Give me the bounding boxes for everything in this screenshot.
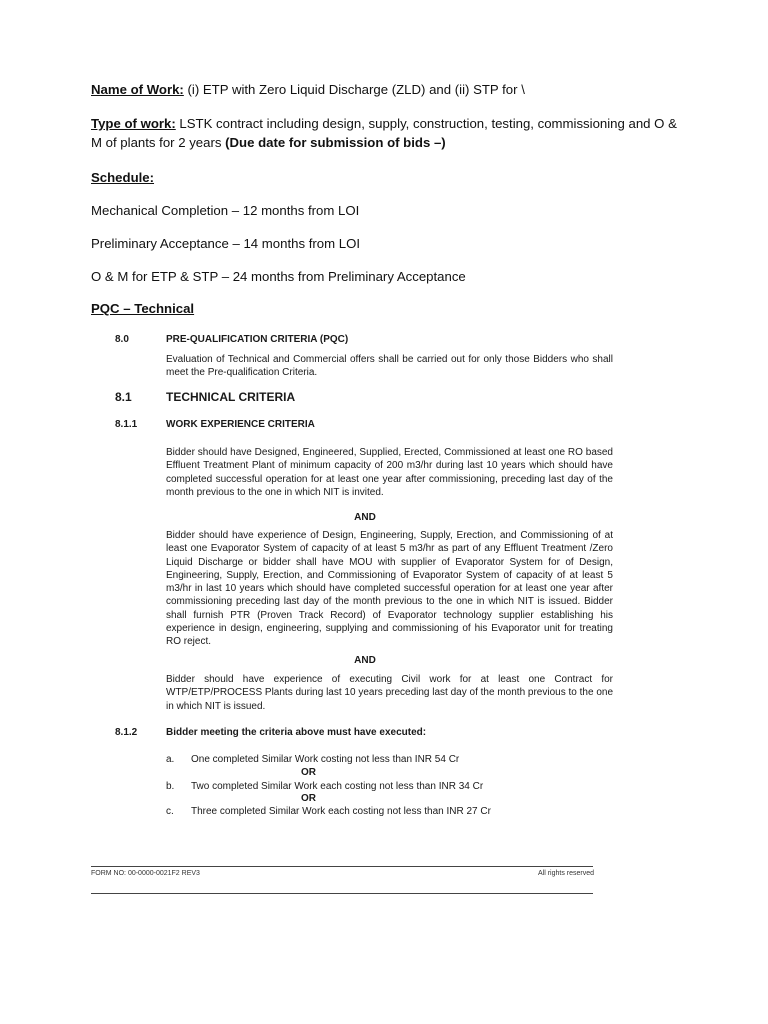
section-number: 8.1 [115,390,132,404]
section-title: PRE-QUALIFICATION CRITERIA (PQC) [166,334,349,345]
name-of-work-label: Name of Work: [91,82,184,97]
due-date: (Due date for submission of bids –) [225,135,446,150]
section-8-0-text: Evaluation of Technical and Commercial offers shall be carried out for only those Bidders who shall meet the Pre-qualification Criteria. [166,354,613,379]
footer-rule-bottom [91,893,593,894]
list-text: Two completed Similar Work each costing not less than INR 34 Cr [191,781,484,792]
section-title: Bidder meeting the criteria above must have executed: [166,727,427,738]
list-text: Three completed Similar Work each costing not less than INR 27 Cr [191,806,491,817]
list-letter: c. [166,806,174,817]
schedule-item-om: O & M for ETP & STP – 24 months from Preliminary Acceptance [91,269,466,284]
rights-reserved: All rights reserved [538,870,595,877]
list-text: One completed Similar Work costing not less than INR 54 Cr [191,754,460,765]
or-separator: OR [301,793,316,804]
schedule-item-mechanical: Mechanical Completion – 12 months from LOI [91,203,360,218]
section-number: 8.0 [115,334,129,345]
section-title: WORK EXPERIENCE CRITERIA [166,419,315,430]
schedule-label: Schedule: [91,170,155,185]
paragraph-2: Bidder should have experience of Design, Engineering, Supply, Erection, and Commissioning of at least one Evaporator System of capacity of at least 5 m3/hr as part of any Effluent Treatment /Zero Liquid Discharge or bidder shall have MOU with supplier of Evaporator System for of Design, Engineering, Supply, Erection, and Commissioning of Evaporator System of capacity of at least 5 m3/hr in last 10 years which should have completed successful operation for at least one year after commissioning preceding last day of the month previous to the one in which NIT is issued. Bidder shall furnish PTR (Proven Track Record) of Evaporator technology supplier establishing his experience in design, engineering, supplying and commissioning of his Evaporator unit for treating RO reject. [166,530,613,648]
section-number: 8.1.2 [115,727,138,738]
type-of-work [91,114,691,152]
form-number: FORM NO: 00-0000-0021F2 REV3 [91,870,200,877]
list-letter: b. [166,781,175,792]
paragraph-3: Bidder should have experience of executing Civil work for at least one Contract for WTP/ETP/PROCESS Plants during last 10 years preceding last day of the month previous to the one in which NIT is issued. [166,674,613,712]
type-of-work-label: Type of work: [91,116,176,131]
list-letter: a. [166,754,175,765]
name-of-work-text: (i) ETP with Zero Liquid Discharge (ZLD) and (ii) STP for \ [183,82,525,97]
footer-rule-top [91,866,593,867]
section-number: 8.1.1 [115,419,138,430]
pqc-label: PQC – Technical [91,301,195,316]
name-of-work [91,80,691,99]
and-separator: AND [354,655,376,666]
schedule-item-preliminary: Preliminary Acceptance – 14 months from LOI [91,236,360,251]
type-of-work-text: LSTK contract including design, supply, construction, testing, commissioning and O & M of plants for 2 years [91,116,677,150]
or-separator: OR [301,767,316,778]
section-title: TECHNICAL CRITERIA [166,390,296,404]
and-separator: AND [354,512,376,523]
paragraph-1: Bidder should have Designed, Engineered, Supplied, Erected, Commissioned at least one RO based Effluent Treatment Plant of minimum capacity of 200 m3/hr during last 10 years which should have completed successful operation for at least one year after commissioning, preceding last day of the month previous to the one in which NIT is invited. [166,447,613,498]
